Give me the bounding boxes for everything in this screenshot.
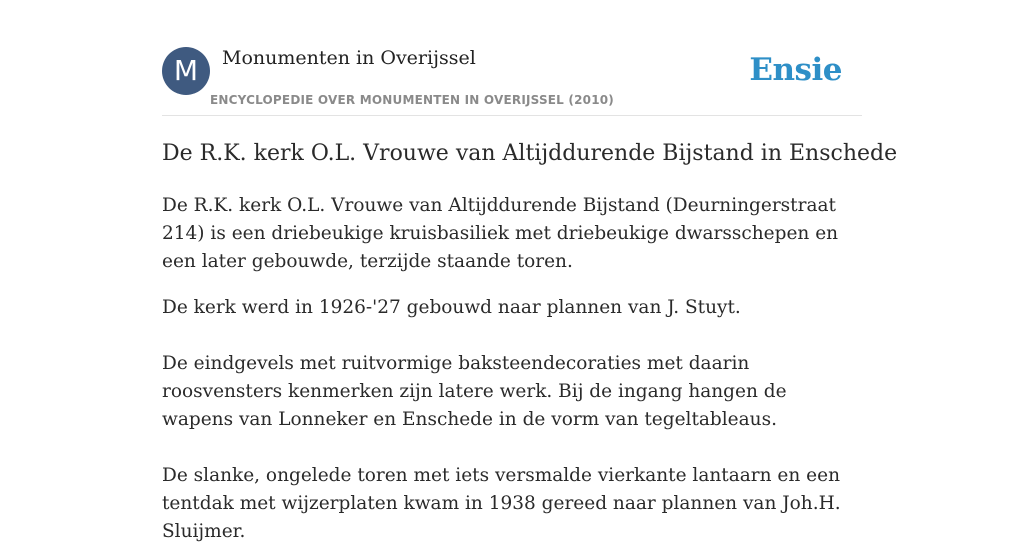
header — [162, 46, 862, 116]
article-title: De R.K. kerk O.L. Vrouwe van Altijddurende Bijstand in Enschede — [162, 141, 898, 166]
article-paragraph: De kerk werd in 1926-'27 gebouwd naar plannen van J. Stuyt. — [162, 297, 741, 318]
avatar[interactable]: M — [162, 47, 210, 95]
article-paragraph: De slanke, ongelede toren met iets versmalde vierkante lantaarn en een tentdak met wijzerplaten kwam in 1938 gereed naar plannen van Joh.H. Sluijmer. — [162, 465, 841, 542]
header-divider — [162, 115, 862, 116]
brand-logo[interactable]: Ensie — [749, 52, 842, 88]
site-title[interactable]: Monumenten in Overijssel — [222, 47, 476, 69]
article-paragraph: De R.K. kerk O.L. Vrouwe van Altijddurende Bijstand (Deurningerstraat 214) is een driebeukige kruisbasiliek met driebeukige dwarsschepen en een later gebouwde, terzijde staande toren. — [162, 195, 839, 272]
article — [162, 138, 898, 546]
site-subtitle: ENCYCLOPEDIE OVER MONUMENTEN IN OVERIJSSEL (2010) — [210, 93, 614, 107]
article-paragraph: De eindgevels met ruitvormige baksteendecoraties met daarin roosvensters kenmerken zijn latere werk. Bij de ingang hangen de wapens van Lonneker en Enschede in de vorm van tegeltableaus. — [162, 353, 787, 430]
